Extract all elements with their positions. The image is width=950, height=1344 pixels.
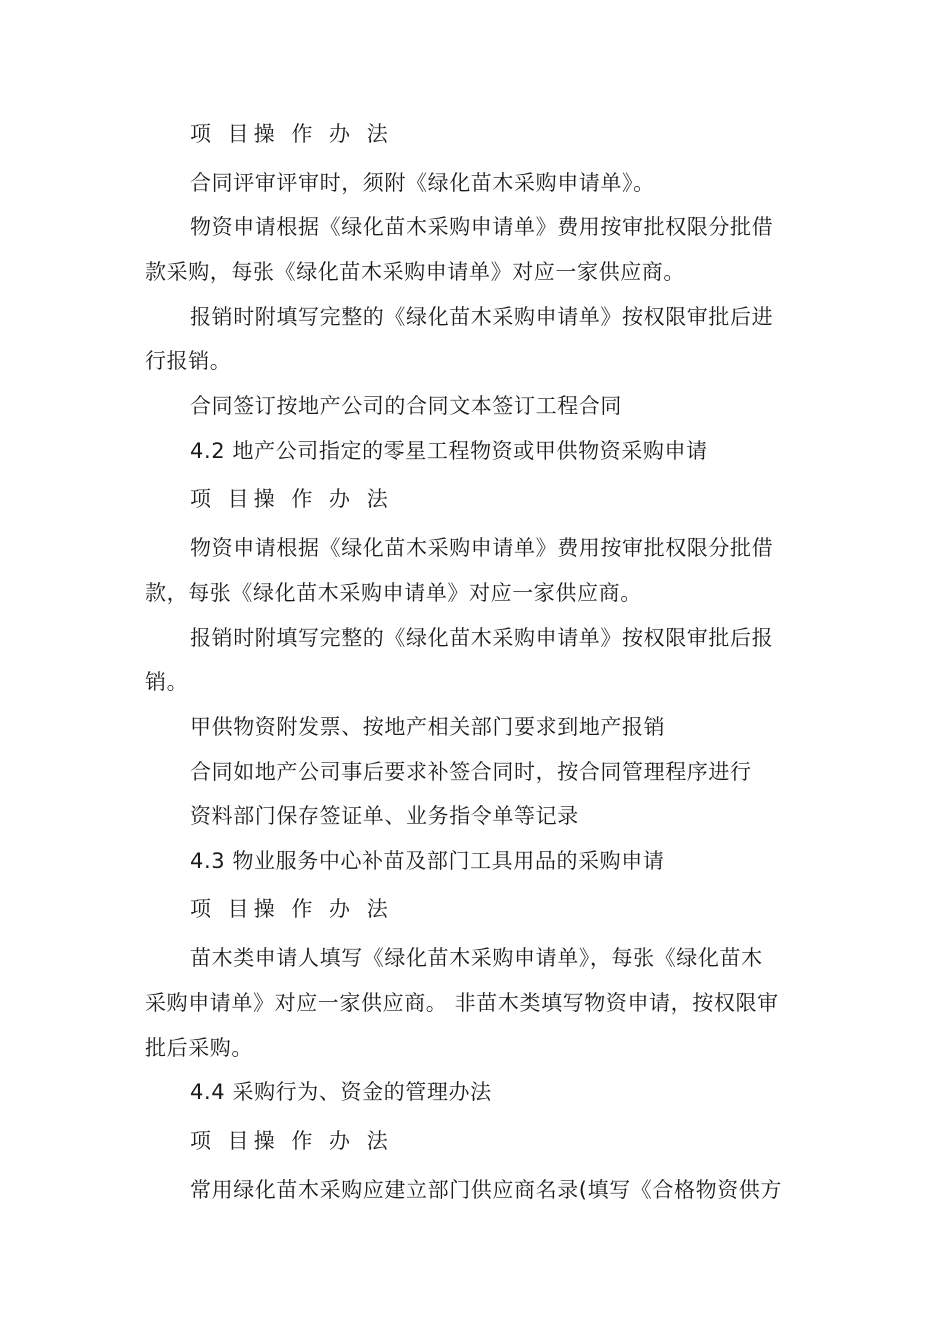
paragraph-line: 采购申请单》对应一家供应商。 非苗木类填写物资申请，按权限审 (145, 991, 779, 1015)
section-heading: 项 目操 作 办 法 (190, 1129, 393, 1153)
paragraph-line: 款，每张《绿化苗木采购申请单》对应一家供应商。 (145, 581, 642, 605)
paragraph-line: 常用绿化苗木采购应建立部门供应商名录(填写《合格物资供方 (190, 1178, 782, 1202)
paragraph-line: 报销时附填写完整的《绿化苗木采购申请单》按权限审批后进 (190, 305, 774, 329)
paragraph-line: 报销时附填写完整的《绿化苗木采购申请单》按权限审批后报 (190, 626, 774, 650)
section-heading: 项 目操 作 办 法 (190, 487, 393, 511)
paragraph-line: 甲供物资附发票、按地产相关部门要求到地产报销 (190, 715, 666, 739)
section-heading: 项 目操 作 办 法 (190, 897, 393, 921)
paragraph-line: 合同如地产公司事后要求补签合同时，按合同管理程序进行 (190, 760, 752, 784)
paragraph-line: 批后采购。 (145, 1036, 253, 1060)
paragraph-line: 物资申请根据《绿化苗木采购申请单》费用按审批权限分批借 (190, 215, 774, 239)
paragraph-line: 资料部门保存签证单、业务指令单等记录 (190, 804, 579, 828)
paragraph-line: 款采购，每张《绿化苗木采购申请单》对应一家供应商。 (145, 260, 685, 284)
paragraph-line: 物资申请根据《绿化苗木采购申请单》费用按审批权限分批借 (190, 536, 774, 560)
paragraph-line: 合同签订按地产公司的合同文本签订工程合同 (190, 394, 622, 418)
paragraph-line: 苗木类申请人填写《绿化苗木采购申请单》，每张《绿化苗木 (190, 946, 763, 970)
section-title: 4.2 地产公司指定的零星工程物资或甲供物资采购申请 (190, 439, 708, 463)
paragraph-line: 销。 (145, 670, 189, 694)
section-heading: 项 目操 作 办 法 (190, 122, 393, 146)
section-title: 4.3 物业服务中心补苗及部门工具用品的采购申请 (190, 849, 665, 873)
paragraph-line: 行报销。 (145, 349, 232, 373)
paragraph-line: 合同评审评审时，须附《绿化苗木采购申请单》。 (190, 171, 655, 195)
section-title: 4.4 采购行为、资金的管理办法 (190, 1080, 492, 1104)
